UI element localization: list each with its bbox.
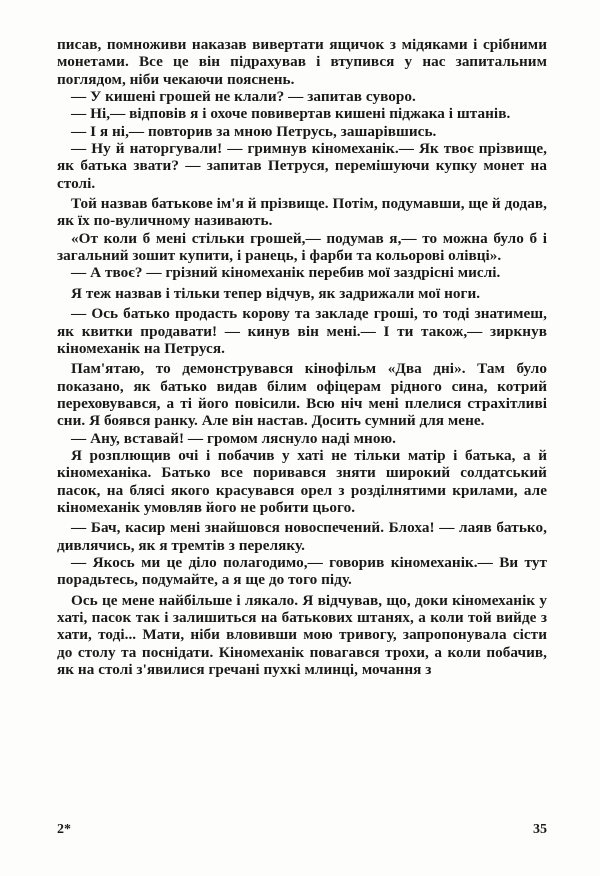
paragraph-14: — Бач, касир мені знайшовся новоспечений. Блоха! — лаяв батько, дивлячись, як я тремтів з переляку.: [57, 519, 547, 554]
paragraph-12: — Ану, вставай! — громом ляснуло наді мною.: [71, 429, 397, 447]
page-footer: [57, 822, 547, 842]
page-body-text: [57, 36, 547, 678]
signature-mark: 2*: [57, 822, 71, 837]
paragraph-7: «От коли б мені стільки грошей,— подумав я,— то можна було б і загальний зошит купити, і ранець, і фарби та кольорові олівці».: [57, 229, 547, 265]
paragraph-1: писав, помноживи наказав вивертати ящичок з мідяками і срібними монетами. Все це він підрахував і втупився у нас запитальним поглядом, ніби чекаючи пояснень.: [57, 36, 547, 88]
paragraph-15: — Якось ми це діло полагодимо,— говорив кіномеханік.— Ви тут порадьтесь, подумайте, а я ще до того піду.: [57, 553, 547, 589]
paragraph-13: Я розплющив очі і побачив у хаті не тільки матір і батька, а й кіномеханіка. Батько все поривався зняти широкий солдатський пасок, на блясі якого красувався орел з розділнятими крилами, але кіномеханік умовляв його не робити цього.: [57, 446, 547, 516]
paragraph-10: — Ось батько продасть корову та закладе гроші, то тоді знатимеш, як квитки продавати! — кинув він мені.— І ти також,— зиркнув кіномеханік на Петруся.: [57, 305, 547, 357]
paragraph-4: — І я ні,— повторив за мною Петрусь, зашарівшись.: [71, 122, 437, 140]
paragraph-8: — А твоє? — грізний кіномеханік перебив мої заздрісні мислі.: [71, 264, 501, 282]
paragraph-3: — Ні,— відповів я і охоче повивертав кишені піджака і штанів.: [71, 105, 511, 123]
paragraph-11: Пам'ятаю, то демонструвався кінофільм «Два дні». Там було показано, як батько видав білим офіцерам рідного сина, котрий переховувався, а ті його повісили. Всю ніч мені плелися страхітливі сни. Я боявся ранку. Але він настав. Досить сумний для мене.: [57, 360, 547, 430]
paragraph-2: — У кишені грошей не клали? — запитав суворо.: [71, 88, 416, 106]
paragraph-6: Той назвав батькове ім'я й прізвище. Потім, подумавши, ще й додав, як їх по-вуличному називають.: [57, 195, 547, 230]
paragraph-9: Я теж назвав і тільки тепер відчув, як задрижали мої ноги.: [71, 284, 481, 302]
paragraph-16: Ось це мене найбільше і лякало. Я відчував, що, доки кіномеханік у хаті, пасок так і залишиться на батькових штанях, а коли той вийде з хати, тоді... Мати, ніби вловивши мою тривогу, запропонувала сісти до столу та поснідати. Кіномеханік повагався трохи, а коли побачив, як на столі з'явилися гречані пухкі млинці, мочання з: [57, 591, 547, 679]
page-number: 35: [533, 822, 547, 837]
paragraph-5: — Ну й наторгували! — гримнув кіномеханік.— Як твоє прізвище, як батька звати? — запитав Петруся, перемішуючи купку монет на столі.: [57, 140, 547, 192]
